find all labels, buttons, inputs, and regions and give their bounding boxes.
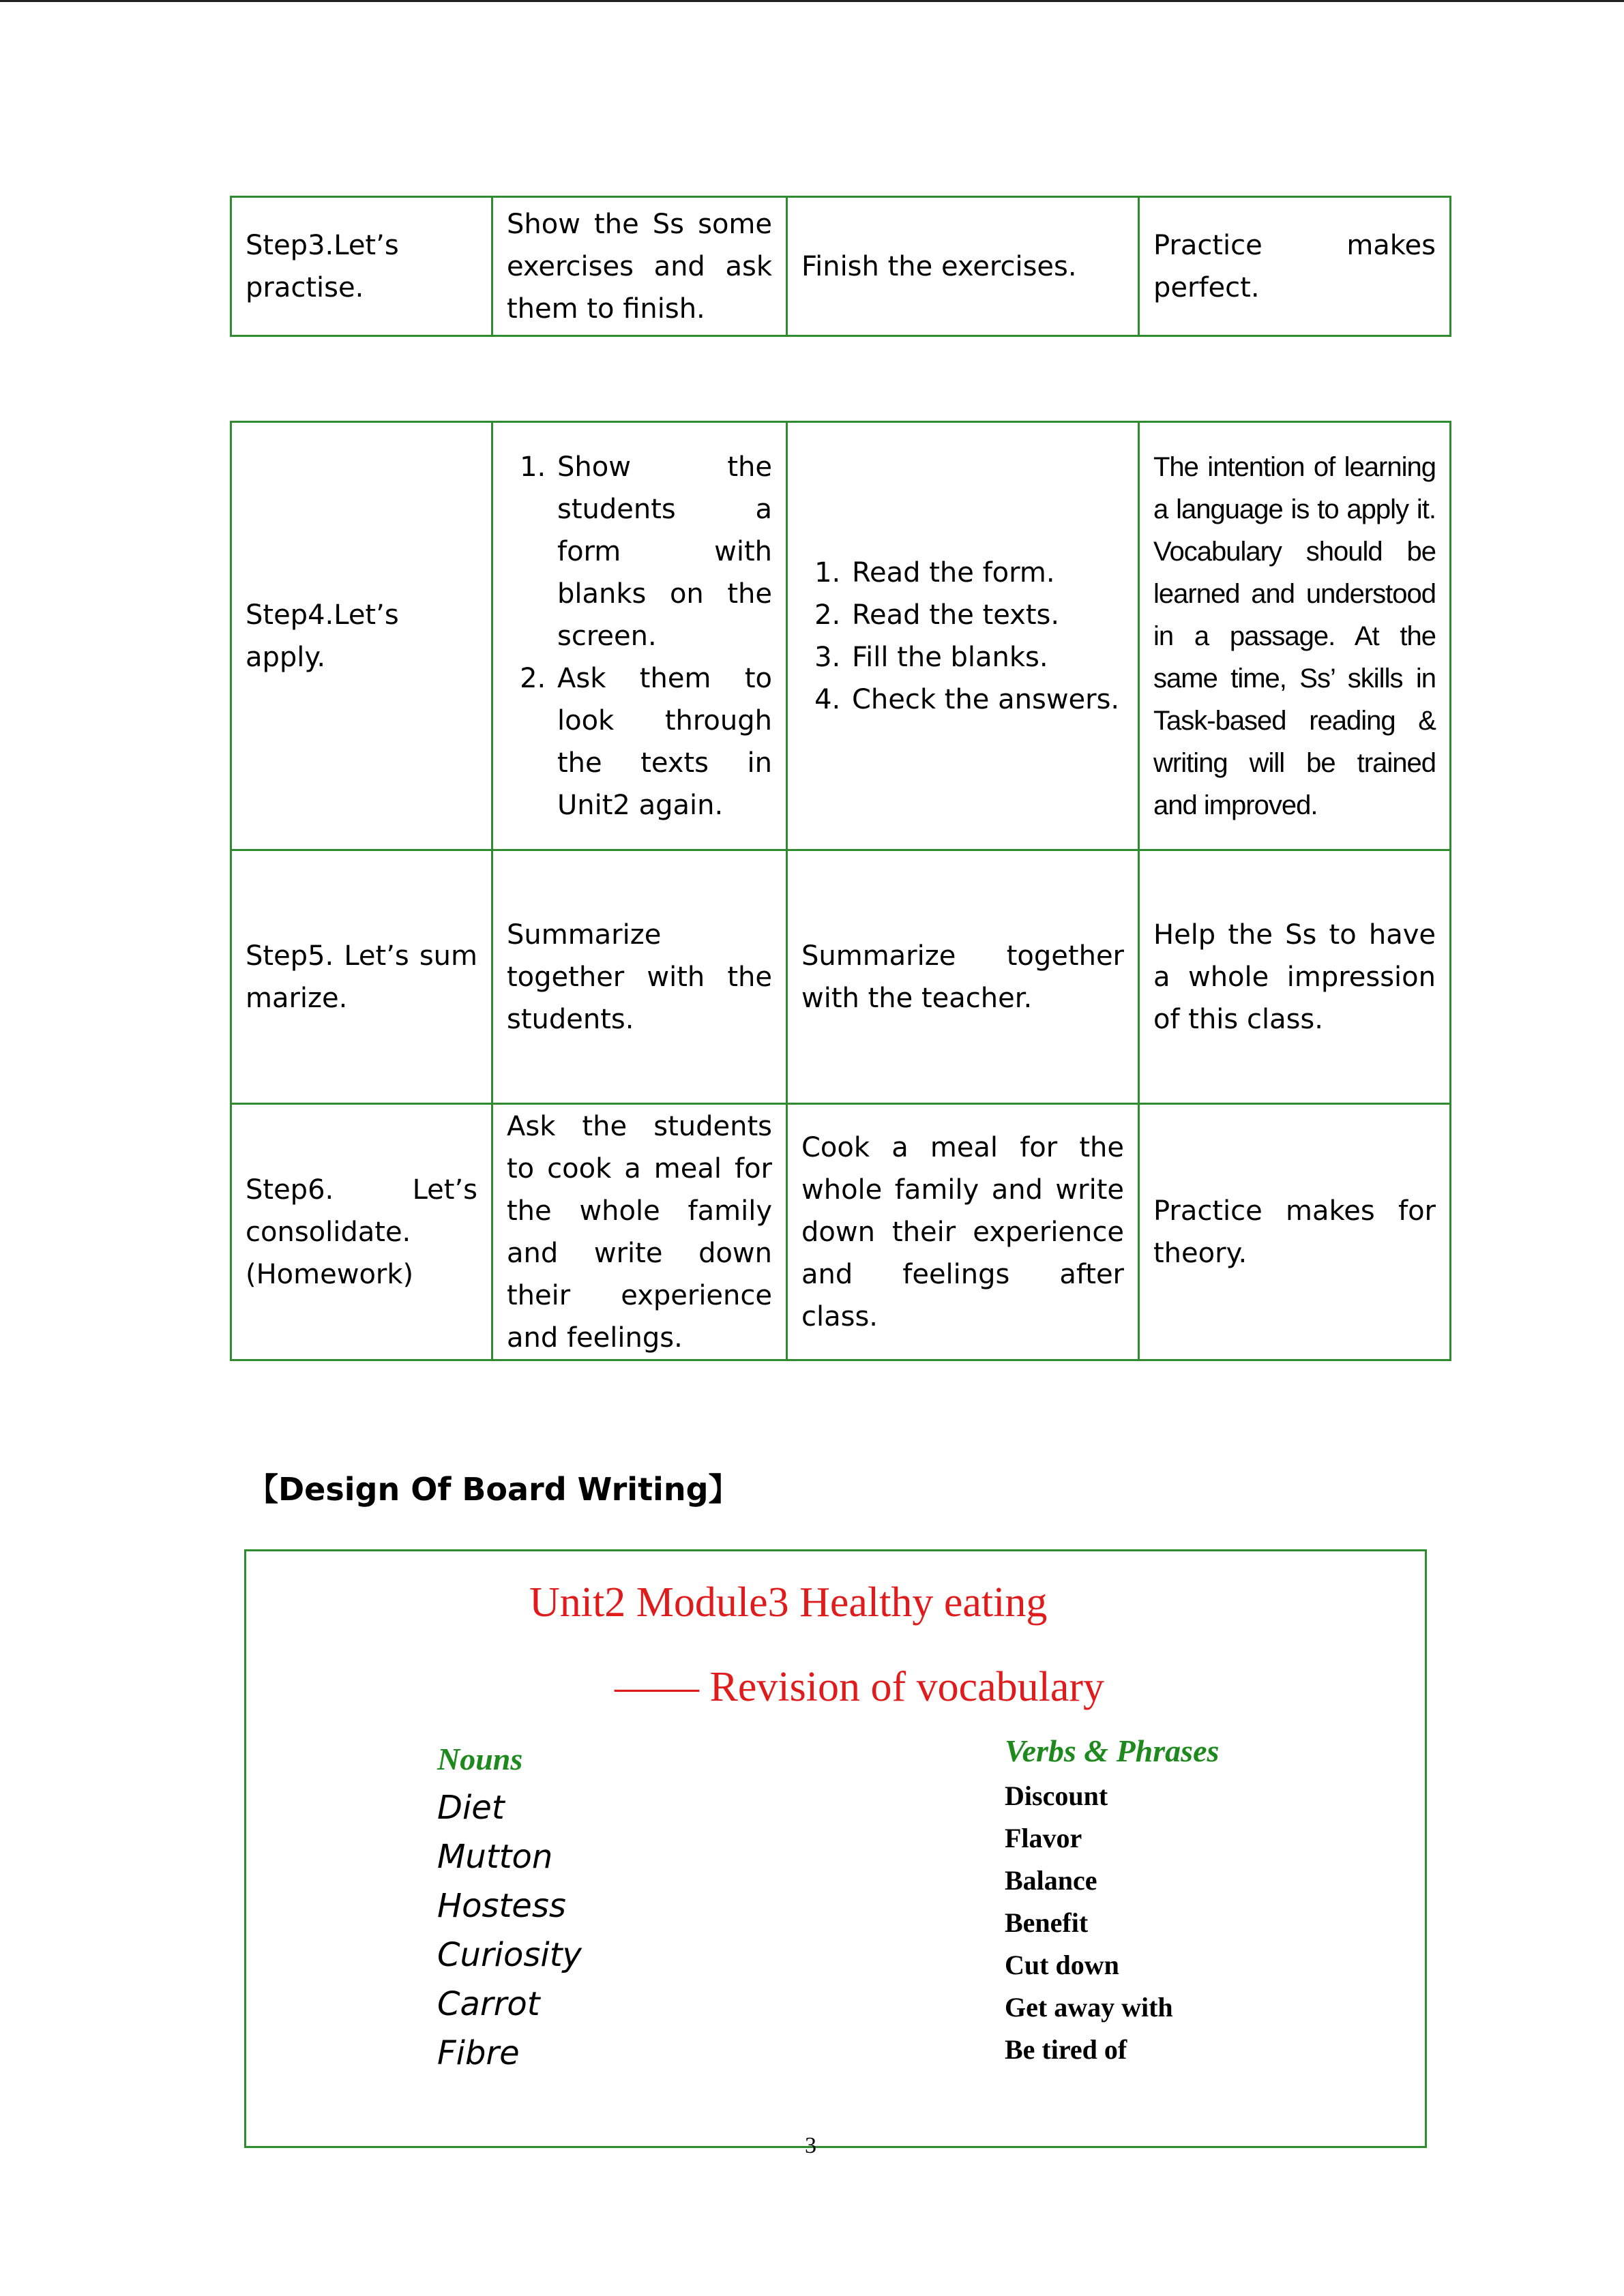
- table-row-step5: [231, 850, 1451, 1104]
- verbs-list: [1005, 1775, 1173, 2071]
- list-item: Discount: [1005, 1780, 1108, 1811]
- purpose-cell: Help the Ss to have a whole impression of this class.: [1139, 850, 1451, 1104]
- list-item: 2. Read the texts.: [849, 594, 1124, 636]
- page-number: 3: [805, 2133, 816, 2158]
- student-activity-cell: [787, 422, 1139, 850]
- step-name: Step4.Let’s: [246, 599, 399, 631]
- student-activity-cell: Finish the exercises.: [787, 197, 1139, 336]
- table-row-step4: [231, 422, 1451, 850]
- step-name: Step6. Let’s consolidate.: [246, 1174, 477, 1248]
- list-item: 4. Check the answers.: [849, 679, 1124, 721]
- teacher-activity-cell: [492, 422, 787, 850]
- list-item: 3. Fill the blanks.: [849, 636, 1124, 679]
- lesson-table-step3: [230, 196, 1451, 337]
- list-item: Flavor: [1005, 1823, 1082, 1853]
- page-top-rule: [0, 0, 1624, 2]
- student-activity-cell: Cook a meal for the whole family and write down their experience and feelings after class.: [787, 1104, 1139, 1360]
- verbs-label: Verbs & Phrases: [1005, 1733, 1220, 1768]
- table-row-step3: [231, 197, 1451, 336]
- purpose-cell: Practice makes for theory.: [1139, 1104, 1451, 1360]
- list-item: Carrot: [437, 1985, 540, 2023]
- purpose-cell: The intention of learning a language is to apply it. Vocabulary should be learned and understood in a passage. At the same time, Ss’ skills in Task-based reading & writing will be trained and improved.: [1139, 422, 1451, 850]
- teacher-activity-cell: Ask the students to cook a meal for the whole family and write down their experience and feelings.: [492, 1104, 787, 1360]
- step-cell: [231, 197, 492, 336]
- step-cell: [231, 422, 492, 850]
- nouns-label: Nouns: [437, 1742, 523, 1776]
- step-name-cont: practise.: [246, 271, 364, 303]
- teacher-activity-cell: Show the Ss some exercises and ask them to finish.: [492, 197, 787, 336]
- step-name-cont: (Homework): [246, 1258, 414, 1290]
- step-name-cont: apply.: [246, 641, 326, 673]
- step-name: Step3.Let’s: [246, 229, 399, 261]
- step-cell: [231, 1104, 492, 1360]
- list-item: Balance: [1005, 1865, 1097, 1896]
- list-item: Get away with: [1005, 1992, 1173, 2023]
- list-item: 1. Read the form.: [849, 552, 1124, 594]
- nouns-list: [437, 1783, 582, 2078]
- teacher-activity-cell: Summarize together with the students.: [492, 850, 787, 1104]
- purpose-cell: Practice makes perfect.: [1139, 197, 1451, 336]
- student-activity-cell: Summarize together with the teacher.: [787, 850, 1139, 1104]
- list-item: Hostess: [437, 1887, 566, 1925]
- list-item: Curiosity: [437, 1936, 582, 1974]
- board-title: Unit2 Module3 Healthy eating: [529, 1579, 1048, 1626]
- section-heading: 【Design Of Board Writing】: [247, 1471, 740, 1508]
- list-item: 1. Show the students a form with blanks on the screen.: [555, 446, 772, 657]
- list-item: Cut down: [1005, 1950, 1119, 1980]
- list-item: 2. Ask them to look through the texts in Unit2 again.: [555, 657, 772, 826]
- list-item: Be tired of: [1005, 2034, 1127, 2065]
- list-item: Fibre: [437, 2034, 520, 2072]
- board-subtitle: —— Revision of vocabulary: [615, 1664, 1105, 1710]
- lesson-table-main: [230, 421, 1451, 1361]
- board-writing-box: [244, 1549, 1427, 2148]
- list-item: Mutton: [437, 1838, 553, 1876]
- list-item: Diet: [437, 1789, 505, 1827]
- step-cell: Step5. Let’s sum marize.: [231, 850, 492, 1104]
- table-row-step6: [231, 1104, 1451, 1360]
- list-item: Benefit: [1005, 1907, 1089, 1938]
